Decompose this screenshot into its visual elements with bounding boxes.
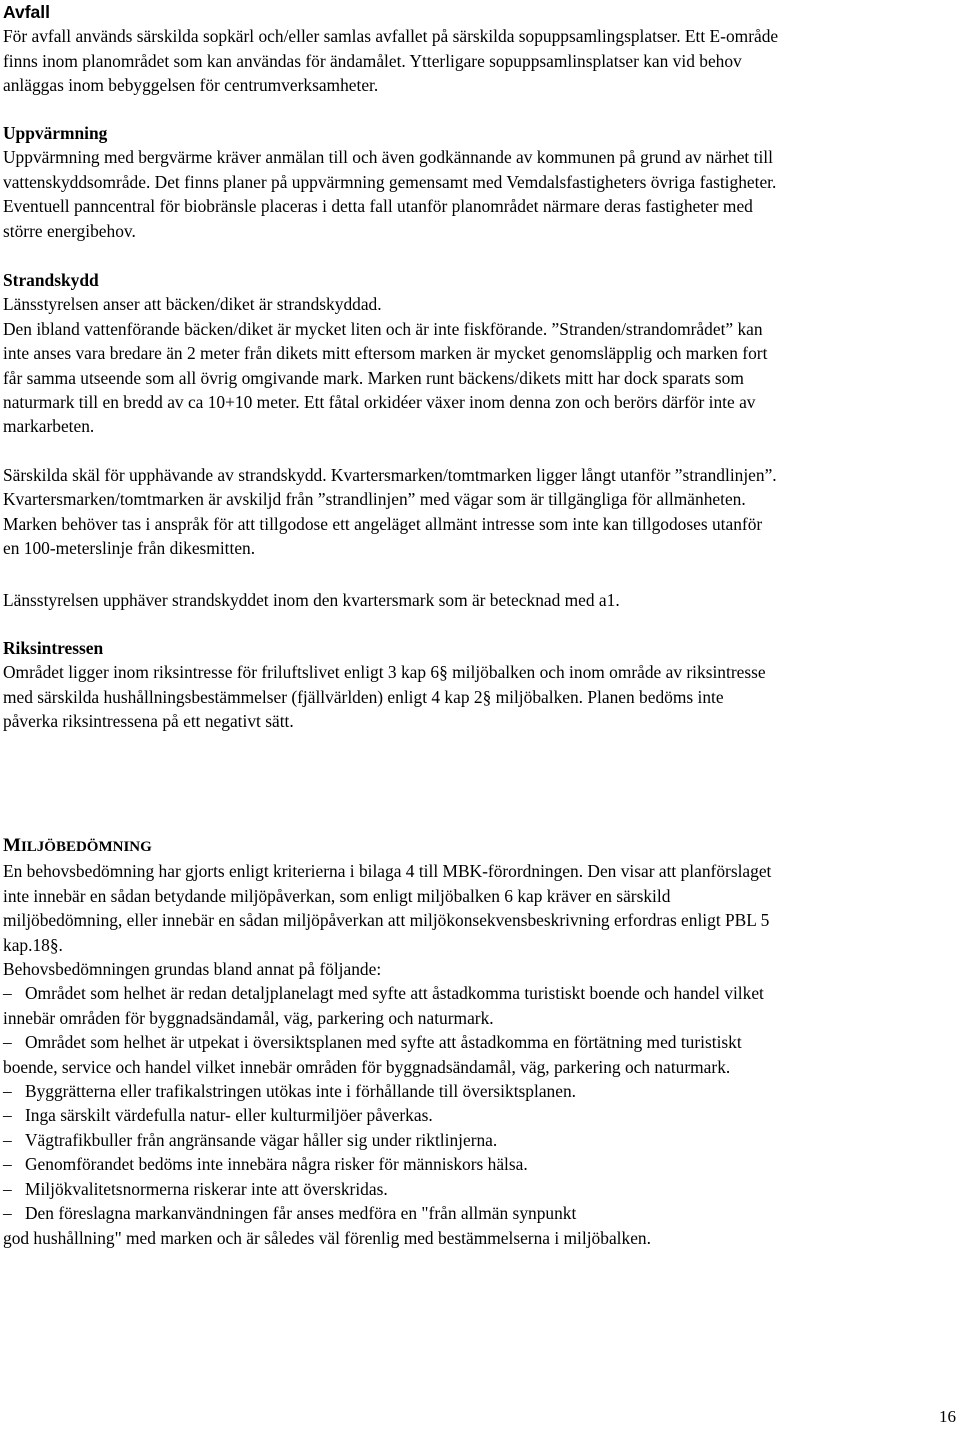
section-strandskydd [3,268,955,439]
paragraph-line: miljöbedömning, eller innebär en sådan miljöpåverkan att miljökonsekvensbeskrivning erfordras enligt PBL 5 [3,910,770,931]
paragraph-line: För avfall används särskilda sopkärl och/eller samlas avfallet på särskilda sopuppsamlingsplatser. Ett E-område [3,26,779,47]
bullet-item: – Genomförandet bedöms inte innebära några risker för människors hälsa. [3,1152,955,1176]
paragraph-line: större energibehov. [3,220,136,241]
bullet-dash: – [3,1105,12,1126]
bullet-item: – Vägtrafikbuller från angränsande vägar håller sig under riktlinjerna. [3,1128,955,1152]
page-number: 16 [939,1407,956,1426]
bullet-dash: – [3,1203,12,1224]
heading-riksintressen: Riksintressen [3,638,104,658]
paragraph-line: Marken behöver tas i anspråk för att tillgodose ett angeläget allmänt intresse som inte kan tillgodoses utanför [3,513,763,534]
section-miljobedomning [3,833,955,1250]
bullet-item: – Byggrätterna eller trafikalstringen utökas inte i förhållande till översiktsplanen. [3,1079,955,1103]
heading-uppvarmning: Uppvärmning [3,123,108,143]
bullet-item: – Den föreslagna markanvändningen får anses medföra en "från allmän synpunkt [3,1201,955,1225]
paragraph-line: inte anses vara bredare än 2 meter från dikets mitt eftersom marken är mycket genomsläpplig och marken fort [3,343,768,364]
bullet-item: – Området som helhet är utpekat i översiktsplanen med syfte att åstadkomma en förtätning med turistiskt [3,1030,955,1054]
heading-strandskydd: Strandskydd [3,270,99,290]
paragraph-line: Uppvärmning med bergvärme kräver anmälan till och även godkännande av kommunen på grund av närhet till [3,147,773,168]
paragraph-line: En behovsbedömning har gjorts enligt kriterierna i bilaga 4 till MBK-förordningen. Den visar att planförslaget [3,861,772,882]
bullet-dash: – [3,1081,12,1102]
bullet-item: – Miljökvalitetsnormerna riskerar inte att överskridas. [3,1177,955,1201]
paragraph-line: finns inom planområdet som kan användas för ändamålet. Ytterligare sopuppsamlinsplatser kan vid behov [3,50,742,71]
paragraph-line: naturmark till en bredd av ca 10+10 meter. Ett fåtal orkidéer växer inom denna zon och berörs därför inte av [3,392,756,413]
paragraph-line: Den ibland vattenförande bäcken/diket är mycket liten och är inte fiskförande. ”Stranden/strandområdet” kan [3,318,763,339]
paragraph-line: Länsstyrelsen anser att bäcken/diket är strandskyddad. [3,294,382,315]
paragraph-line: Behovsbedömningen grundas bland annat på följande: [3,959,382,980]
bullet-item: – Området som helhet är redan detaljplanelagt med syfte att åstadkomma turistiskt boende och handel vilket [3,981,955,1005]
paragraph-line: får samma utseende som all övrig omgivande mark. Marken runt bäckens/dikets mitt har dock sparats som [3,367,744,388]
bullet-dash: – [3,1129,12,1150]
bullet-item: – Inga särskilt värdefulla natur- eller kulturmiljöer påverkas. [3,1103,955,1127]
paragraph-line: Särskilda skäl för upphävande av strandskydd. Kvartersmarken/tomtmarken ligger långt utanför ”strandlinjen”. [3,465,777,485]
bullet-dash: – [3,1032,12,1053]
heading-avfall: Avfall [3,2,51,22]
section-strandskydd-decision [3,588,955,612]
paragraph-line: kap.18§. [3,934,63,955]
section-strandskydd-reasons [3,463,955,561]
section-riksintressen [3,636,955,734]
paragraph-line: inte innebär en sådan betydande miljöpåverkan, som enligt miljöbalken 6 kap kräver en särskild [3,885,671,906]
bullet-continuation: innebär områden för byggnadsändamål, väg, parkering och naturmark. [3,1007,494,1028]
bullet-continuation: boende, service och handel vilket innebär områden för byggnadsändamål, väg, parkering och naturmark. [3,1056,731,1077]
paragraph-line: Området ligger inom riksintresse för friluftslivet enligt 3 kap 6§ miljöbalken och inom område av riksintresse [3,662,766,683]
bullet-dash: – [3,1154,12,1175]
paragraph-line: en 100-meterslinje från dikesmitten. [3,538,256,559]
paragraph-line: vattenskyddsområde. Det finns planer på uppvärmning gemensamt med Vemdalsfastigheters övriga fastigheter. [3,171,777,192]
section-uppvarmning [3,121,955,243]
section-avfall [3,0,955,98]
paragraph-line: Länsstyrelsen upphäver strandskyddet inom den kvartersmark som är betecknad med a1. [3,590,620,610]
paragraph-line: påverka riksintressena på ett negativt sätt. [3,711,294,732]
bullet-dash: – [3,983,12,1004]
bullet-continuation: god hushållning" med marken och är således väl förenlig med bestämmelserna i miljöbalken. [3,1227,651,1248]
paragraph-line: Kvartersmarken/tomtmarken är avskiljd från ”strandlinjen” med vägar som är tillgängliga för allmänheten. [3,489,746,510]
heading-miljobedomning: MILJÖBEDÖMNING [3,835,152,856]
paragraph-line: markarbeten. [3,416,95,437]
bullet-dash: – [3,1178,12,1199]
paragraph-line: anläggas inom bebyggelsen för centrumverksamheter. [3,75,379,96]
paragraph-line: Eventuell panncentral för biobränsle placeras i detta fall utanför planområdet närmare deras fastigheter med [3,196,753,217]
paragraph-line: med särskilda hushållningsbestämmelser (fjällvärlden) enligt 4 kap 2§ miljöbalken. Planen bedöms inte [3,686,724,707]
